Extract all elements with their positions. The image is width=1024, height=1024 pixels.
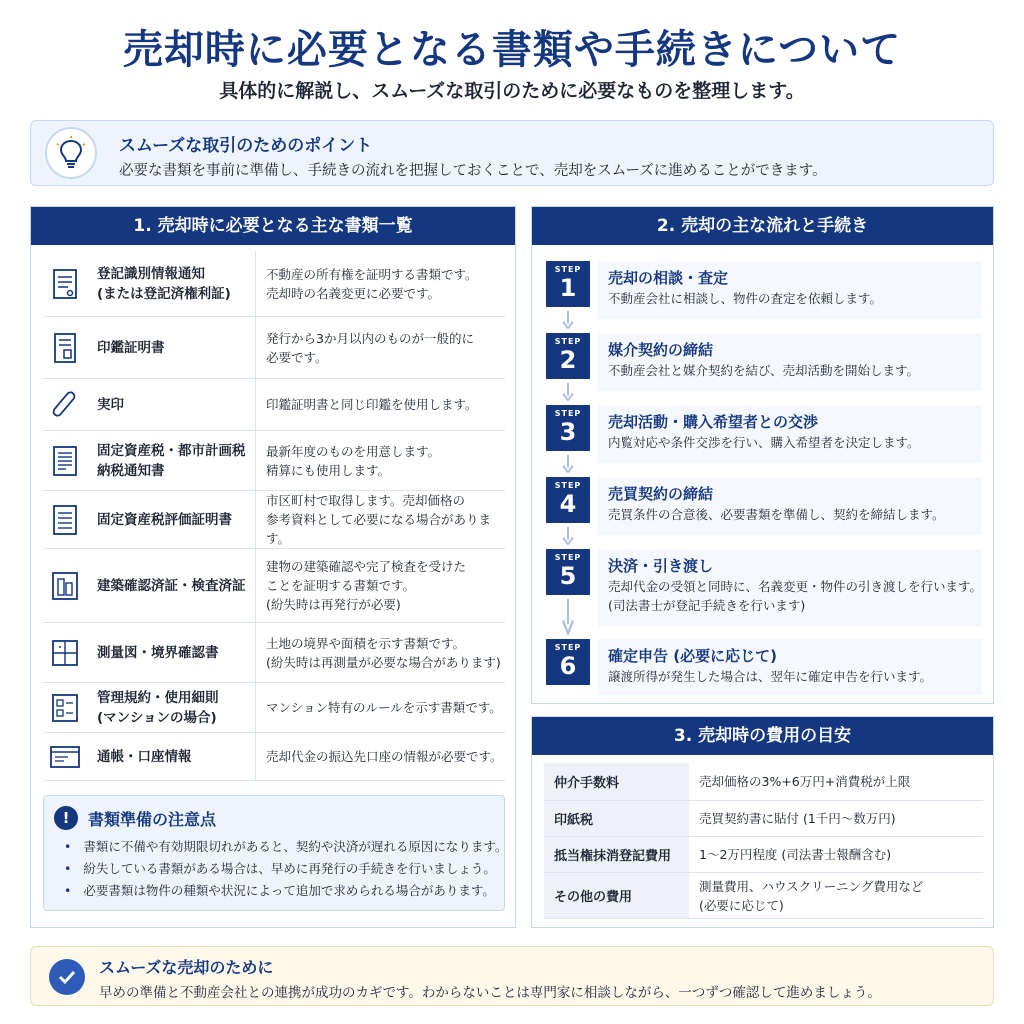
cost-row [544, 873, 983, 919]
step-label: STEP [554, 265, 582, 274]
document-name-line: 実印 [97, 396, 124, 413]
note-item: • 書類に不備や有効期限切れがあると、契約や決済が遅れる原因になります。 [64, 836, 507, 858]
step-badge [546, 333, 590, 379]
documents-panel [30, 206, 516, 928]
document-description-line: 最新年度のものを用意します。 [266, 443, 441, 459]
document-description [255, 431, 505, 490]
step-label: STEP [554, 409, 582, 418]
arrow-down-icon [562, 311, 574, 329]
cost-value [689, 873, 983, 918]
document-description-line: 市区町村で取得します。売却価格の [266, 493, 466, 508]
step-body [598, 261, 982, 319]
document-description-line: (紛失時は再発行が必要) [266, 597, 401, 612]
document-row [43, 251, 505, 317]
seal-icon [43, 388, 87, 422]
document-description [255, 251, 505, 316]
step-5 [546, 549, 982, 627]
document-name [87, 264, 255, 304]
step-number: 2 [559, 346, 577, 374]
document-description [255, 683, 505, 732]
step-title: 確定申告 (必要に応じて) [608, 647, 777, 665]
step-label: STEP [554, 553, 582, 562]
cost-value-line: 1〜2万円程度 (司法書士報酬含む) [699, 847, 892, 862]
document-row [43, 491, 505, 549]
page-title: 売却時に必要となる書類や手続きについて [122, 27, 902, 73]
document-description-line: 発行から3か月以内のものが一般的に [266, 330, 474, 346]
arrow-down-icon [562, 455, 574, 473]
cost-name: その他の費用 [544, 873, 689, 918]
step-text: 不動産会社に相談し、物件の査定を依頼します。 [608, 291, 883, 306]
document-description [255, 317, 505, 378]
flow-panel [531, 206, 994, 704]
document-name-line: 固定資産税・都市計画税 [97, 442, 246, 459]
arrow-down-icon [562, 599, 574, 635]
document-description-line: 不動産の所有権を証明する書類です。 [266, 266, 478, 282]
document-name [87, 338, 255, 358]
step-number: 1 [559, 274, 577, 302]
step-text: (司法書士が登記手続きを行います) [608, 598, 806, 613]
exclamation-icon: ! [54, 806, 78, 830]
step-body [598, 549, 982, 627]
step-body [598, 405, 982, 463]
document-description-line: ことを証明する書類です。 [266, 578, 416, 593]
document-name [87, 510, 255, 530]
document-description-line: 建物の建築確認や完了検査を受けた [266, 559, 467, 574]
step-title: 決済・引き渡し [608, 557, 714, 575]
flow-heading: 2. 売却の主な流れと手続き [532, 207, 993, 245]
building-doc-icon [43, 569, 87, 603]
note-item: • 必要書類は物件の種類や状況によって追加で求められる場合があります。 [64, 880, 507, 902]
cost-name: 印紙税 [544, 801, 689, 836]
document-row [43, 317, 505, 379]
step-2 [546, 333, 982, 391]
point-title: スムーズな取引のためのポイント [119, 136, 373, 156]
cost-value [689, 837, 983, 872]
document-name-line: 管理規約・使用細則 [97, 689, 219, 706]
cost-value-line: (必要に応じて) [699, 897, 784, 913]
document-row [43, 431, 505, 491]
document-description [255, 491, 505, 548]
document-row [43, 733, 505, 781]
step-3 [546, 405, 982, 463]
document-description [255, 623, 505, 682]
step-text: 内覧対応や条件交渉を行い、購入希望者を決定します。 [608, 435, 920, 450]
cost-value [689, 763, 983, 800]
document-name [87, 441, 255, 481]
step-text: 売買条件の合意後、必要書類を準備し、契約を締結します。 [608, 507, 945, 522]
bankbook-icon [43, 740, 87, 774]
step-badge [546, 261, 590, 307]
step-number: 6 [559, 652, 577, 680]
document-description [255, 379, 505, 430]
document-description-line: 土地の境界や面積を示す書類です。 [266, 635, 466, 651]
document-icon [43, 267, 87, 301]
closing-box [30, 946, 994, 1006]
step-badge [546, 549, 590, 595]
document-name-line: 通帳・口座情報 [97, 748, 192, 765]
document-description-line: 売却代金の振込先口座の情報が必要です。 [266, 749, 503, 764]
document-row [43, 683, 505, 733]
document-row [43, 549, 505, 623]
tax-notice-icon [43, 444, 87, 478]
cost-value-line: 測量費用、ハウスクリーニング費用など [699, 878, 924, 894]
step-title: 媒介契約の締結 [608, 341, 714, 359]
step-number: 5 [559, 562, 577, 590]
document-name [87, 395, 255, 415]
step-text: 不動産会社と媒介契約を結び、売却活動を開始します。 [608, 363, 920, 378]
document-name-line: 印鑑証明書 [97, 339, 165, 356]
cost-value [689, 801, 983, 836]
check-circle-icon [49, 959, 85, 995]
step-label: STEP [554, 337, 582, 346]
note-item: • 紛失している書類がある場合は、早めに再発行の手続きを行いましょう。 [64, 858, 507, 880]
step-title: 売買契約の締結 [608, 485, 714, 503]
step-badge [546, 405, 590, 451]
cost-value-line: 売却価格の3%+6万円+消費税が上限 [699, 774, 911, 789]
step-6 [546, 639, 982, 695]
document-description-line: (紛失時は再測量が必要な場合があります) [266, 654, 501, 670]
document-description-line: 印鑑証明書と同じ印鑑を使用します。 [266, 397, 478, 412]
step-label: STEP [554, 481, 582, 490]
document-name-line: 建築確認済証・検査済証 [97, 577, 246, 594]
document-description-line: 参考資料として必要になる場合があります。 [266, 512, 492, 546]
costs-panel [531, 716, 994, 928]
step-body [598, 333, 982, 391]
step-title: 売却活動・購入希望者との交渉 [608, 413, 819, 431]
step-badge [546, 639, 590, 685]
document-name-line: 納税通知書 [97, 462, 165, 479]
cost-name: 抵当権抹消登記費用 [544, 837, 689, 872]
document-description-line: 売却時の名義変更に必要です。 [266, 285, 441, 301]
cost-row [544, 763, 983, 801]
document-name-line: (マンションの場合) [97, 709, 217, 726]
document-description-line: マンション特有のルールを示す書類です。 [266, 700, 502, 715]
notes-box [43, 795, 508, 911]
document-description-line: 必要です。 [266, 349, 328, 365]
survey-map-icon [43, 636, 87, 670]
document-name [87, 576, 255, 596]
arrow-down-icon [562, 383, 574, 401]
rules-icon [43, 691, 87, 725]
step-4 [546, 477, 982, 535]
notes-title: 書類準備の注意点 [88, 810, 217, 829]
page-subtitle: 具体的に解説し、スムーズな取引のために必要なものを整理します。 [219, 80, 805, 102]
closing-text: 早めの準備と不動産会社との連携が成功のカギです。わからないことは専門家に相談しながら、一つずつ確認して進めましょう。 [99, 985, 881, 1001]
document-description-line: 精算にも使用します。 [266, 462, 391, 478]
document-row [43, 379, 505, 431]
step-number: 3 [559, 418, 577, 446]
document-name-line: 測量図・境界確認書 [97, 644, 219, 661]
step-label: STEP [554, 643, 582, 652]
document-name [87, 643, 255, 663]
certificate-icon [43, 331, 87, 365]
cost-row [544, 837, 983, 873]
documents-heading: 1. 売却時に必要となる主な書類一覧 [31, 207, 515, 245]
document-row [43, 623, 505, 683]
document-name [87, 747, 255, 767]
step-badge [546, 477, 590, 523]
document-description [255, 733, 505, 780]
document-name-line: 登記識別情報通知 [97, 265, 205, 282]
cost-value-line: 売買契約書に貼付 (1千円〜数万円) [699, 811, 896, 826]
evaluation-icon [43, 503, 87, 537]
step-body [598, 639, 982, 695]
step-1 [546, 261, 982, 319]
point-text: 必要な書類を事前に準備し、手続きの流れを把握しておくことで、売却をスムーズに進めることができます。 [119, 163, 827, 179]
point-box [30, 120, 994, 186]
costs-heading: 3. 売却時の費用の目安 [532, 717, 993, 755]
notes-list [64, 836, 507, 902]
step-text: 売却代金の受領と同時に、名義変更・物件の引き渡しを行います。 [608, 579, 983, 594]
cost-row [544, 801, 983, 837]
step-title: 売却の相談・査定 [608, 269, 729, 287]
document-description [255, 549, 505, 622]
document-name-line: (または登記済権利証) [97, 285, 231, 302]
step-number: 4 [559, 490, 577, 518]
step-text: 譲渡所得が発生した場合は、翌年に確定申告を行います。 [608, 669, 933, 684]
step-body [598, 477, 982, 535]
arrow-down-icon [562, 527, 574, 545]
lightbulb-icon [45, 127, 97, 179]
closing-title: スムーズな売却のために [99, 958, 274, 977]
document-name-line: 固定資産税評価証明書 [97, 511, 232, 528]
document-name [87, 688, 255, 728]
cost-name: 仲介手数料 [544, 763, 689, 800]
